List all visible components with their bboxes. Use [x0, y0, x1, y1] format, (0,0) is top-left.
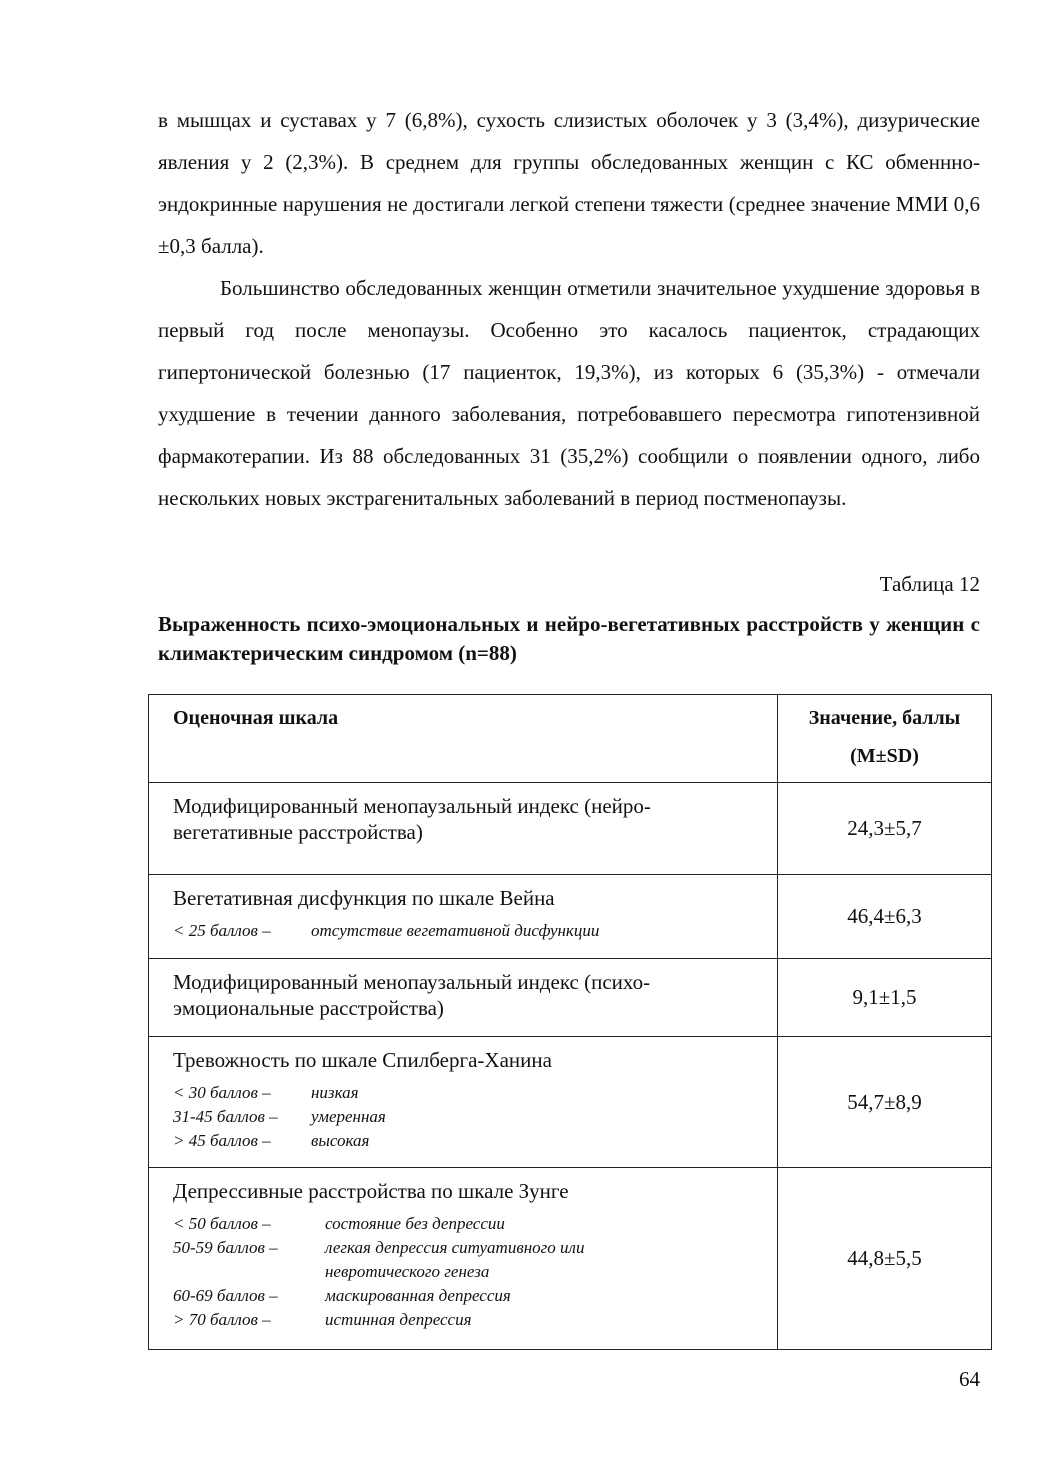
scale-cell: [149, 875, 778, 959]
table-row: [149, 875, 992, 959]
scale-title: Тревожность по шкале Спилберга-Ханина: [173, 1048, 552, 1072]
scale-notes: [173, 1212, 761, 1332]
header-value: [778, 695, 992, 783]
note-range: 31-45 баллов –: [173, 1107, 278, 1126]
value-cell: 54,7±8,9: [778, 1037, 992, 1168]
note-range: > 70 баллов –: [173, 1310, 271, 1329]
scale-title: Модифицированный менопаузальный индекс (психо-эмоциональные расстройства): [173, 970, 651, 1020]
note-range: < 30 баллов –: [173, 1083, 271, 1102]
value-cell: 9,1±1,5: [778, 959, 992, 1037]
value-cell: 44,8±5,5: [778, 1168, 992, 1350]
assessment-table: [148, 694, 992, 1350]
note-row: [173, 1212, 761, 1236]
table-number: Таблица 12: [879, 572, 980, 596]
note-row: [173, 1236, 761, 1284]
scale-title: Вегетативная дисфункция по шкале Вейна: [173, 886, 555, 910]
note-row: [173, 1284, 761, 1308]
note-range: < 50 баллов –: [173, 1214, 271, 1233]
value-cell: 46,4±6,3: [778, 875, 992, 959]
note-range: > 45 баллов –: [173, 1131, 271, 1150]
note-row: [173, 1308, 761, 1332]
scale-cell: [149, 783, 778, 875]
header-value-line1: Значение, баллы: [808, 707, 961, 729]
note-range: < 25 баллов –: [173, 921, 271, 940]
note-desc: отсутствие вегетативной дисфункции: [311, 921, 600, 940]
table-row: [149, 1168, 992, 1350]
header-value-line2: (M±SD): [850, 745, 919, 767]
table-title: Выраженность психо-эмоциональных и нейро-вегетативных расстройств у женщин с климактерическим синдромом (n=88): [158, 612, 980, 665]
table-row: [149, 783, 992, 875]
note-row: [173, 919, 761, 943]
scale-notes: [173, 919, 761, 943]
note-desc: истинная депрессия: [325, 1310, 472, 1329]
note-row: [173, 1105, 761, 1129]
note-desc: высокая: [311, 1131, 370, 1150]
note-desc: маскированная депрессия: [325, 1286, 511, 1305]
value-cell: 24,3±5,7: [778, 783, 992, 875]
table-row: [149, 959, 992, 1037]
note-desc: состояние без депрессии: [325, 1214, 505, 1233]
note-desc: умеренная: [311, 1107, 386, 1126]
scale-cell: [149, 1168, 778, 1350]
paragraph-2: Большинство обследованных женщин отметили значительное ухудшение здоровья в первый год после менопаузы. Особенно это касалось пациенток, страдающих гипертонической болезнью (17 пациенток, 19,3%), из которых 6 (35,3%) - отмечали ухудшение в течении данного заболевания, потребовавшего пересмотра гипотензивной фармакотерапии. Из 88 обследованных 31 (35,2%) сообщили о появлении одного, либо нескольких новых экстрагенитальных заболеваний в период постменопаузы.: [158, 276, 980, 510]
header-scale: Оценочная шкала: [149, 695, 778, 783]
scale-notes: [173, 1081, 761, 1153]
note-range: 50-59 баллов –: [173, 1238, 278, 1257]
scale-cell: [149, 1037, 778, 1168]
scale-title: Депрессивные расстройства по шкале Зунге: [173, 1179, 569, 1203]
table-row: [149, 1037, 992, 1168]
note-desc: легкая депрессия ситуативного или невротического генеза: [325, 1238, 585, 1281]
page-number: 64: [959, 1367, 980, 1391]
note-desc: низкая: [311, 1083, 359, 1102]
scale-cell: [149, 959, 778, 1037]
scale-title: Модифицированный менопаузальный индекс (нейро-вегетативные расстройства): [173, 794, 651, 844]
paragraph-1: в мышцах и суставах у 7 (6,8%), сухость слизистых оболочек у 3 (3,4%), дизурические явления у 2 (2,3%). В среднем для группы обследованных женщин с КС обменнно-эндокринные нарушения не достигали легкой степени тяжести (среднее значение ММИ 0,6 ±0,3 балла).: [158, 108, 980, 258]
note-row: [173, 1129, 761, 1153]
note-row: [173, 1081, 761, 1105]
note-range: 60-69 баллов –: [173, 1286, 278, 1305]
table-header-row: [149, 695, 992, 783]
